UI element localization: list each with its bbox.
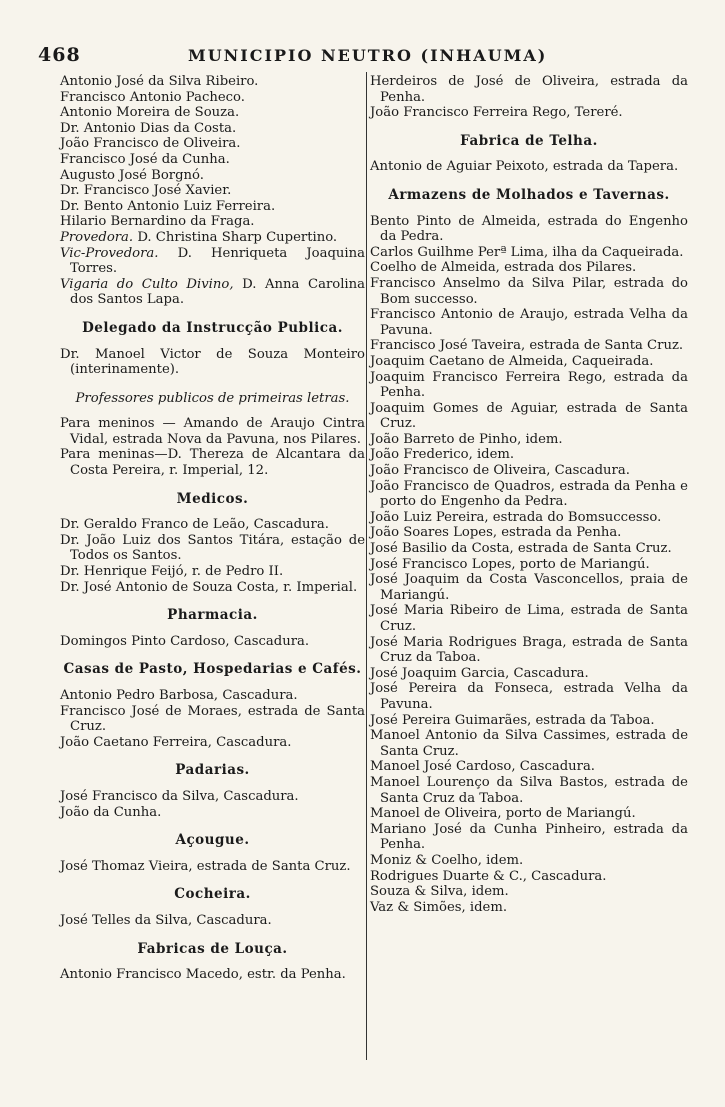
page-title: MUNICIPIO NEUTRO (INHAUMA) xyxy=(188,46,548,65)
list-item: Dr. Antonio Dias da Costa. xyxy=(60,120,237,136)
list-item: Antonio Francisco Macedo, estr. da Penha. xyxy=(60,967,346,983)
list-item: Para meninas—D. Thereza de Alcantara da Costa Pereira, r. Imperial, 12. xyxy=(60,447,365,479)
list-item: Manoel de Oliveira, porto de Mariangú. xyxy=(370,806,636,822)
list-item: Joaquim Francisco Ferreira Rego, estrada da Penha. xyxy=(370,369,688,401)
section-heading-pharmacia: Pharmacia. xyxy=(167,607,258,624)
list-item: José Pereira Guimarães, estrada da Taboa. xyxy=(370,712,655,728)
list-item: Francisco Antonio Pacheco. xyxy=(60,89,245,105)
official-label: Vigaria do Culto Divino, xyxy=(60,276,234,292)
list-item: João Luiz Pereira, estrada do Bomsuccesso. xyxy=(370,509,662,525)
list-item: Joaquim Gomes de Aguiar, estrada de Santa Cruz. xyxy=(370,400,688,432)
list-item: Dr. João Luiz dos Santos Titára, estação de Todos os Santos. xyxy=(60,532,365,564)
list-item: Moniz & Coelho, idem. xyxy=(370,852,524,868)
list-item: Mariano José da Cunha Pinheiro, estrada da Penha. xyxy=(370,821,688,853)
list-item: Rodrigues Duarte & C., Cascadura. xyxy=(370,868,607,884)
list-item: José Joaquim Garcia, Cascadura. xyxy=(370,665,589,681)
list-item: Antonio José da Silva Ribeiro. xyxy=(60,74,259,89)
list-item: José Basilio da Costa, estrada de Santa Cruz. xyxy=(370,541,672,557)
page-header xyxy=(38,44,678,68)
list-item: Manoel Antonio da Silva Cassimes, estrada de Santa Cruz. xyxy=(370,728,688,759)
list-item: Manoel Lourenço da Silva Bastos, estrada de Santa Cruz da Taboa. xyxy=(370,774,688,806)
list-item: Francisco José de Moraes, estrada de Santa Cruz. xyxy=(60,703,365,735)
list-item: José Maria Rodrigues Braga, estrada de Santa Cruz da Taboa. xyxy=(370,634,688,666)
section-heading-acougue: Açougue. xyxy=(175,832,250,849)
list-item: Souza & Silva, idem. xyxy=(370,884,509,900)
list-item: Antonio Moreira de Souza. xyxy=(60,105,240,121)
list-item: Hilario Bernardino da Fraga. xyxy=(60,214,255,230)
list-item: José Pereira da Fonseca, estrada Velha da Pavuna. xyxy=(370,681,688,712)
list-item: João Caetano Ferreira, Cascadura. xyxy=(60,734,292,750)
section-heading-medicos: Medicos. xyxy=(176,490,249,507)
list-item: Vaz & Simões, idem. xyxy=(370,899,508,915)
list-item: Carlos Guilhme Perª Lima, ilha da Caqueirada. xyxy=(370,244,684,260)
section-heading-delegado: Delegado da Instrucção Publica. xyxy=(82,319,343,336)
section-heading-cocheira: Cocheira. xyxy=(174,886,251,903)
list-item: Para meninos — Amando de Araujo Cintra Vidal, estrada Nova da Pavuna, nos Pilares. xyxy=(60,416,365,447)
right-column xyxy=(370,74,688,915)
left-column xyxy=(60,74,365,983)
list-item: Herdeiros de José de Oliveira, estrada da Penha. xyxy=(370,74,688,105)
section-heading-padarias: Padarias. xyxy=(175,762,250,779)
list-item: Dr. Henrique Feijó, r. de Pedro II. xyxy=(60,564,284,580)
list-item: Francisco Antonio de Araujo, estrada Velha da Pavuna. xyxy=(370,307,688,338)
list-item: Francisco José Taveira, estrada de Santa Cruz. xyxy=(370,338,684,354)
list-item: José Telles da Silva, Cascadura. xyxy=(60,912,272,928)
section-heading-casas: Casas de Pasto, Hospedarias e Cafés. xyxy=(63,661,362,678)
list-item: João Frederico, idem. xyxy=(370,447,515,463)
list-item: João Francisco Ferreira Rego, Tereré. xyxy=(370,105,623,121)
section-heading-telha: Fabrica de Telha. xyxy=(460,132,598,149)
official-label: Vic-Provedora. xyxy=(60,245,159,261)
section-heading-louca: Fabricas de Louça. xyxy=(137,940,288,957)
list-item: José Thomaz Vieira, estrada de Santa Cruz. xyxy=(60,858,351,874)
list-item: José Maria Ribeiro de Lima, estrada de Santa Cruz. xyxy=(370,603,688,634)
list-item: Antonio de Aguiar Peixoto, estrada da Tapera. xyxy=(370,159,679,175)
list-item: João da Cunha. xyxy=(60,804,162,820)
official-text: D. Christina Sharp Cupertino. xyxy=(133,229,338,245)
list-item: Bento Pinto de Almeida, estrada do Engenho da Pedra. xyxy=(370,213,688,245)
list-item: Augusto José Borgnó. xyxy=(60,167,204,183)
official-label: Provedora. xyxy=(60,229,134,245)
list-item: Coelho de Almeida, estrada dos Pilares. xyxy=(370,260,637,276)
section-heading-armazens: Armazens de Molhados e Tavernas. xyxy=(388,186,670,203)
list-item: Domingos Pinto Cardoso, Cascadura. xyxy=(60,633,310,649)
list-item: José Francisco Lopes, porto de Mariangú. xyxy=(370,556,650,572)
list-item: João Francisco de Quadros, estrada da Penha e porto do Engenho da Pedra. xyxy=(370,478,688,510)
page-number: 468 xyxy=(38,44,81,66)
official-entry xyxy=(60,230,365,246)
list-item: Dr. Manoel Victor de Souza Monteiro (interinamente). xyxy=(60,346,365,378)
official-entry xyxy=(60,277,365,308)
official-text: D. Henriqueta Joaquina Torres. xyxy=(70,245,365,277)
names-list xyxy=(60,74,365,230)
list-item: João Francisco de Oliveira, Cascadura. xyxy=(370,463,630,479)
list-item: Joaquim Caetano de Almeida, Caqueirada. xyxy=(370,353,654,369)
list-item: Dr. José Antonio de Souza Costa, r. Imperial. xyxy=(60,579,358,595)
section-heading-professores: Professores publicos de primeiras letras. xyxy=(75,390,350,406)
official-entry xyxy=(60,246,365,277)
official-text: D. Anna Carolina dos Santos Lapa. xyxy=(70,276,366,308)
column-divider xyxy=(366,72,367,1060)
list-item: Francisco José da Cunha. xyxy=(60,151,230,167)
list-item: José Joaquim da Costa Vasconcellos, praia de Mariangú. xyxy=(370,572,688,603)
list-item: João Soares Lopes, estrada da Penha. xyxy=(370,525,622,541)
list-item: João Barreto de Pinho, idem. xyxy=(370,431,563,447)
list-item: João Francisco de Oliveira. xyxy=(60,136,241,152)
list-item: Manoel José Cardoso, Cascadura. xyxy=(370,759,595,775)
list-item: Francisco Anselmo da Silva Pilar, estrada do Bom successo. xyxy=(370,275,688,307)
list-item: Dr. Bento Antonio Luiz Ferreira. xyxy=(60,198,276,214)
list-item: José Francisco da Silva, Cascadura. xyxy=(60,788,299,804)
list-item: Dr. Francisco José Xavier. xyxy=(60,183,232,199)
list-item: Antonio Pedro Barbosa, Cascadura. xyxy=(60,688,298,703)
list-item: Dr. Geraldo Franco de Leão, Cascadura. xyxy=(60,517,329,533)
